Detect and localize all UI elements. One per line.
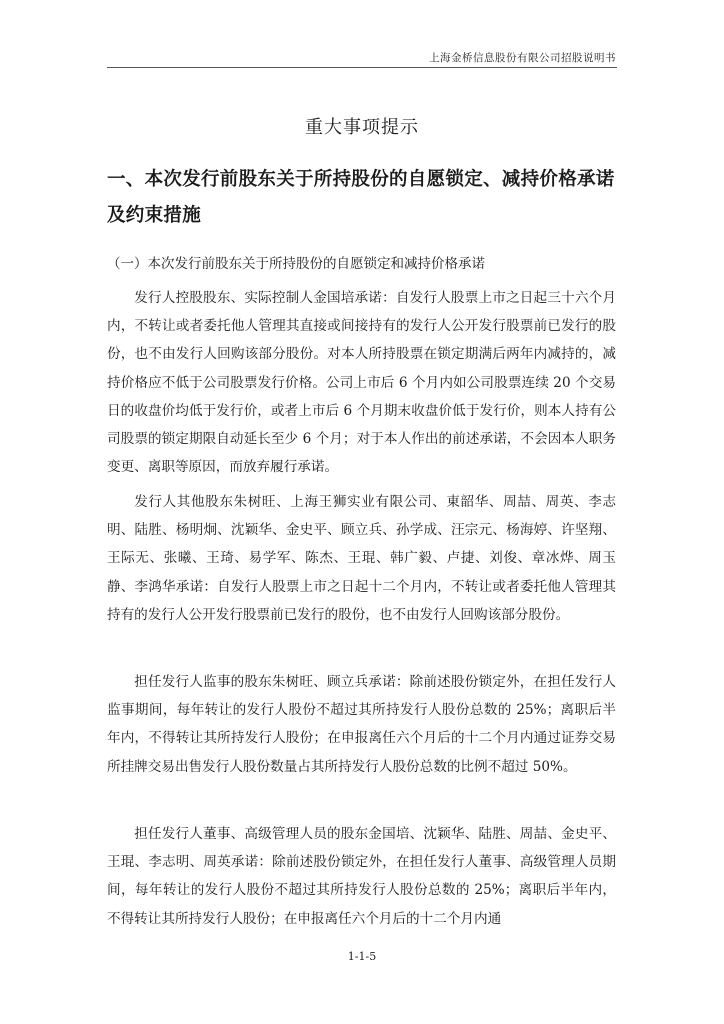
section-heading: 一、本次发行前股东关于所持股份的自愿锁定、减持价格承诺及约束措施 bbox=[107, 169, 615, 226]
header-divider bbox=[107, 67, 617, 68]
page-number: 1-1-5 bbox=[347, 950, 377, 963]
running-header: 上海金桥信息股份有限公司招股说明书 bbox=[429, 52, 616, 64]
page-title: 重大事项提示 bbox=[305, 117, 419, 138]
subsection-heading: （一）本次发行前股东关于所持股份的自愿锁定和减持价格承诺 bbox=[107, 256, 485, 272]
body-paragraph-directors: 担任发行人董事、高级管理人员的股东金国培、沈颖华、陆胜、周喆、金史平、王琨、李志明、周英承诺：除前述股份锁定外，在担任发行人董事、高级管理人员期间，每年转让的发行人股份不超过其所持发行人股份总数的 25%；离职后半年内，不得转让其所持发行人股份；在申报离任六个月后的十二个月内通 bbox=[107, 826, 616, 927]
body-paragraph-supervisors: 担任发行人监事的股东朱树旺、顾立兵承诺：除前述股份锁定外，在担任发行人监事期间，每年转让的发行人股份不超过其所持发行人股份总数的 25%；离职后半年内，不得转让其所持发行人股份；在申报离任六个月后的十二个月内通过证券交易所挂牌交易出售发行人股份数量占其所持发行人股份总数的比例不超过 50%。 bbox=[107, 674, 616, 775]
body-paragraph-controlling-shareholder: 发行人控股股东、实际控制人金国培承诺：自发行人股票上市之日起三十六个月内，不转让或者委托他人管理其直接或间接持有的发行人公开发行股票前已发行的股份，也不由发行人回购该部分股份。对本人所持股票在锁定期满后两年内减持的，减持价格应不低于公司股票发行价格。公司上市后 6 个月内如公司股票连续 20 个交易日的收盘价均低于发行价，或者上市后 6 个月期末收盘价低于发行价，则本人持有公司股票的锁定期限自动延长至少 6 个月；对于本人作出的前述承诺，不会因本人职务变更、离职等原因，而放弃履行承诺。 bbox=[107, 290, 616, 476]
body-paragraph-other-shareholders: 发行人其他股东朱树旺、上海王狮实业有限公司、東韶华、周喆、周英、李志明、陆胜、杨明炯、沈颖华、金史平、顾立兵、孙学成、汪宗元、杨海婷、许坚翔、王际无、张曦、王琦、易学军、陈杰、王琨、韩广毅、卢捷、刘俊、章冰烨、周玉静、李鸿华承诺：自发行人股票上市之日起十二个月内，不转让或者委托他人管理其持有的发行人公开发行股票前已发行的股份，也不由发行人回购该部分股份。 bbox=[107, 494, 616, 623]
